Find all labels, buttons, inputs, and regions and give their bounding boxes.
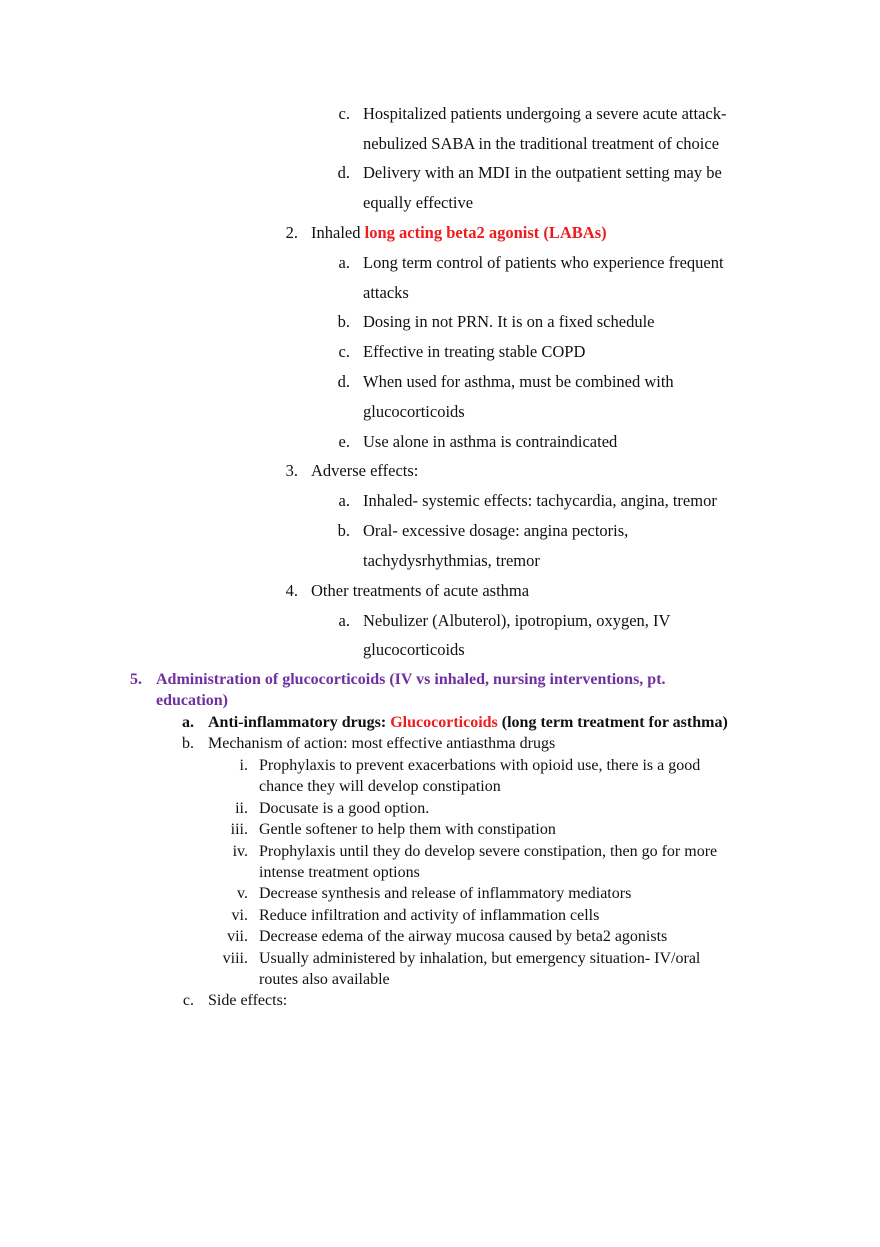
list-item-text: chance they will develop constipation	[259, 778, 501, 795]
list-label: a.	[338, 611, 350, 630]
list-item-text: intense treatment options	[259, 864, 420, 881]
list-item-text: Delivery with an MDI in the outpatient setting may be	[363, 163, 722, 182]
list-item-text: Nebulizer (Albuterol), ipotropium, oxygen, IV	[363, 611, 671, 630]
list-item-text	[311, 223, 607, 243]
list-item-text: attacks	[363, 283, 409, 302]
list-label: 4.	[285, 581, 298, 600]
list-item-text: Other treatments of acute asthma	[311, 581, 530, 600]
list-label: c.	[182, 992, 194, 1009]
list-item-text: Docusate is a good option.	[259, 800, 430, 817]
list-item-text: Decrease edema of the airway mucosa caused by beta2 agonists	[259, 928, 668, 945]
text: Inhaled	[311, 223, 365, 242]
list-label: iii.	[230, 821, 248, 838]
list-item-text: glucocorticoids	[363, 640, 465, 659]
list-item-text: Mechanism of action: most effective antiasthma drugs	[208, 735, 556, 752]
list-item-text: Usually administered by inhalation, but emergency situation- IV/oral	[259, 950, 701, 967]
list-item-text: Reduce infiltration and activity of inflammation cells	[259, 907, 600, 924]
list-item-text: routes also available	[259, 971, 390, 988]
list-item-text: nebulized SABA in the traditional treatment of choice	[363, 134, 720, 153]
list-label: b.	[182, 735, 194, 752]
list-item-text: Effective in treating stable COPD	[363, 342, 586, 361]
list-label: c.	[338, 342, 350, 361]
section-heading: Administration of glucocorticoids (IV vs inhaled, nursing interventions, pt.	[156, 671, 666, 688]
section-heading: education)	[156, 692, 228, 709]
list-label: b.	[337, 521, 350, 540]
list-item-text: Dosing in not PRN. It is on a fixed schedule	[363, 312, 655, 331]
list-label: 2.	[285, 223, 298, 242]
list-item-text	[208, 713, 728, 733]
list-label: a.	[338, 253, 350, 272]
list-label: v.	[237, 885, 248, 902]
list-label: a.	[182, 714, 194, 731]
list-item-text: Long term control of patients who experience frequent	[363, 253, 724, 272]
list-label: ii.	[235, 800, 248, 817]
list-label: vi.	[231, 907, 248, 924]
list-item-text: Side effects:	[208, 992, 288, 1009]
list-item-text: Oral- excessive dosage: angina pectoris,	[363, 521, 629, 540]
list-label: vii.	[227, 928, 248, 945]
list-label: d.	[337, 372, 350, 391]
list-item-text: Prophylaxis to prevent exacerbations with opioid use, there is a good	[259, 757, 701, 774]
list-label: viii.	[222, 950, 248, 967]
list-label: a.	[338, 491, 350, 510]
list-label: e.	[338, 432, 350, 451]
list-item-text: equally effective	[363, 193, 474, 212]
text: Anti-inflammatory drugs:	[208, 714, 391, 731]
list-item-text: Hospitalized patients undergoing a severe acute attack-	[363, 104, 727, 123]
list-item-text: Use alone in asthma is contraindicated	[363, 432, 618, 451]
highlight-text: long acting beta2 agonist (LABAs)	[364, 223, 607, 242]
list-item-text: When used for asthma, must be combined with	[363, 372, 674, 391]
list-item-text: Decrease synthesis and release of inflammatory mediators	[259, 885, 632, 902]
highlight-text: Glucocorticoids	[390, 714, 498, 731]
list-label: b.	[337, 312, 350, 331]
list-item-text: Prophylaxis until they do develop severe constipation, then go for more	[259, 843, 718, 860]
list-item-text: glucocorticoids	[363, 402, 465, 421]
text: (long term treatment for asthma)	[497, 714, 728, 731]
list-label: d.	[337, 163, 350, 182]
section-number: 5.	[130, 671, 142, 688]
list-label: 3.	[285, 461, 298, 480]
list-label: i.	[239, 757, 248, 774]
list-item-text: tachydysrhythmias, tremor	[363, 551, 540, 570]
list-item-text: Inhaled- systemic effects: tachycardia, angina, tremor	[363, 491, 717, 510]
list-item-text: Adverse effects:	[311, 461, 419, 480]
list-label: c.	[338, 104, 350, 123]
list-item-text: Gentle softener to help them with constipation	[259, 821, 556, 838]
list-label: iv.	[232, 843, 248, 860]
